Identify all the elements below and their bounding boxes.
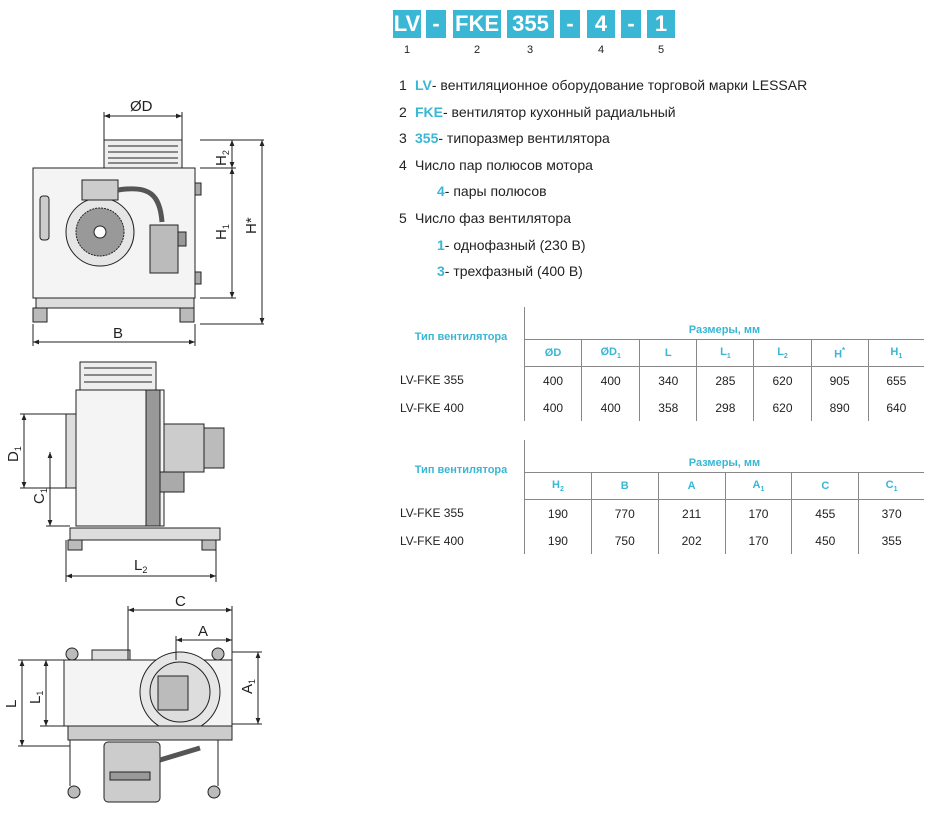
code-segment-series: FKE [455, 11, 499, 36]
column-header: C [792, 473, 859, 500]
column-header: B [591, 473, 658, 500]
column-header: $A_1$ [725, 473, 792, 500]
legend-item: 2 FKE - вентилятор кухонный радиальный [399, 103, 676, 120]
dimension-value-cell: 400 [582, 394, 640, 421]
dim-label-A: A [198, 623, 209, 640]
code-segment-phases: 1 [647, 10, 675, 38]
column-header: $C_1$ [859, 473, 924, 500]
dimension-value-cell: 211 [658, 500, 725, 528]
dimension-value-cell: 358 [640, 394, 697, 421]
dim-label-L2: $L_2$ [134, 557, 148, 575]
dimension-value-cell: 400 [525, 394, 582, 421]
code-legend [399, 72, 807, 285]
column-header: L [640, 340, 697, 367]
code-segment-brand: LV [393, 11, 421, 36]
column-header: $H_2$ [525, 473, 592, 500]
legend-item: 1 LV - вентиляционное оборудование торговой марки LESSAR [399, 77, 808, 93]
dimension-value-cell: 450 [792, 527, 859, 554]
code-separator: - [560, 10, 580, 38]
dim-label-H1: $H_1$ [213, 224, 231, 240]
column-header: A [658, 473, 725, 500]
dim-label-C1: $C_1$ [31, 488, 49, 504]
dim-label-L1: $L_1$ [27, 690, 45, 704]
dimension-value-cell: 770 [591, 500, 658, 528]
table-row [398, 367, 924, 395]
dimension-value-cell: 905 [811, 367, 868, 395]
column-header: $L_1$ [697, 340, 754, 367]
dimension-value-cell: 620 [754, 367, 811, 395]
dimension-value-cell: 750 [591, 527, 658, 554]
fan-type-cell: LV-FKE 400 [398, 394, 525, 421]
fan-technical-drawing [0, 0, 390, 818]
dimension-value-cell: 655 [886, 373, 907, 388]
code-number: 4 [597, 44, 605, 56]
type-header: Тип вентилятора [398, 307, 525, 367]
dimension-value-cell: 190 [525, 500, 592, 528]
column-header: $L_2$ [754, 340, 811, 367]
code-number: 3 [526, 44, 534, 56]
fan-type-cell: LV-FKE 355 [398, 367, 525, 395]
dimension-value-cell: 190 [525, 527, 592, 554]
dimension-value-cell: 298 [697, 394, 754, 421]
code-separator: - [426, 10, 446, 38]
code-number: 2 [473, 44, 481, 56]
fan-type-cell: LV-FKE 400 [398, 527, 525, 554]
dimension-value-cell: 400 [525, 367, 582, 395]
dimension-value-cell: 370 [881, 506, 902, 521]
dimensions-header: Размеры, мм [525, 307, 925, 340]
top-view [18, 606, 262, 802]
dim-label-D: ØD [130, 98, 153, 115]
table-row [398, 394, 924, 421]
dim-label-L: L [3, 699, 20, 708]
code-number: 1 [403, 44, 411, 56]
legend-item: 3 355 - типоразмер вентилятора [399, 130, 610, 147]
code-separator: - [621, 10, 641, 38]
dim-label-C: C [175, 593, 186, 610]
dimension-value-cell: 400 [582, 367, 640, 395]
dimension-value-cell: 202 [658, 527, 725, 554]
dimension-value-cell: 170 [725, 500, 792, 528]
legend-subitem: 3 - трехфазный (400 В) [437, 263, 583, 280]
type-header: Тип вентилятора [398, 440, 525, 500]
column-header: $H_1$ [868, 340, 924, 367]
dimensions-table-2 [398, 440, 924, 554]
code-segment-poles: 4 [587, 10, 615, 38]
dimension-value-cell: 285 [697, 367, 754, 395]
code-segment-size: 355 [507, 10, 554, 38]
dimension-value-cell: 640 [886, 400, 907, 415]
legend-item: 5 Число фаз вентилятора [399, 209, 572, 226]
column-header: H* [811, 340, 868, 367]
fan-type-cell: LV-FKE 355 [398, 500, 525, 528]
dimension-value-cell: 355 [881, 533, 902, 548]
dimension-value-cell: 455 [792, 500, 859, 528]
dim-label-Hstar: H* [243, 217, 260, 234]
dim-label-H2: $H_2$ [213, 150, 231, 166]
table-row [398, 527, 924, 554]
legend-subitem: 1 - однофазный (230 В) [437, 236, 586, 253]
dimensions-table-1 [398, 307, 924, 421]
legend-item: 4 Число пар полюсов мотора [399, 156, 593, 173]
side-view [20, 362, 224, 582]
column-header: ØD [525, 340, 582, 367]
dim-label-B: B [113, 325, 124, 342]
dimension-value-cell: 170 [725, 527, 792, 554]
dimension-value-cell: 620 [754, 394, 811, 421]
table-row [398, 500, 924, 528]
dimensions-header: Размеры, мм [525, 440, 925, 473]
column-header: $ØD_1$ [582, 340, 640, 367]
dim-label-D1: $D_1$ [5, 446, 23, 462]
dim-label-A1: $A_1$ [239, 678, 257, 694]
legend-subitem: 4 - пары полюсов [437, 183, 547, 200]
code-number: 5 [657, 44, 665, 56]
dimension-value-cell: 340 [640, 367, 697, 395]
dimension-value-cell: 890 [811, 394, 868, 421]
